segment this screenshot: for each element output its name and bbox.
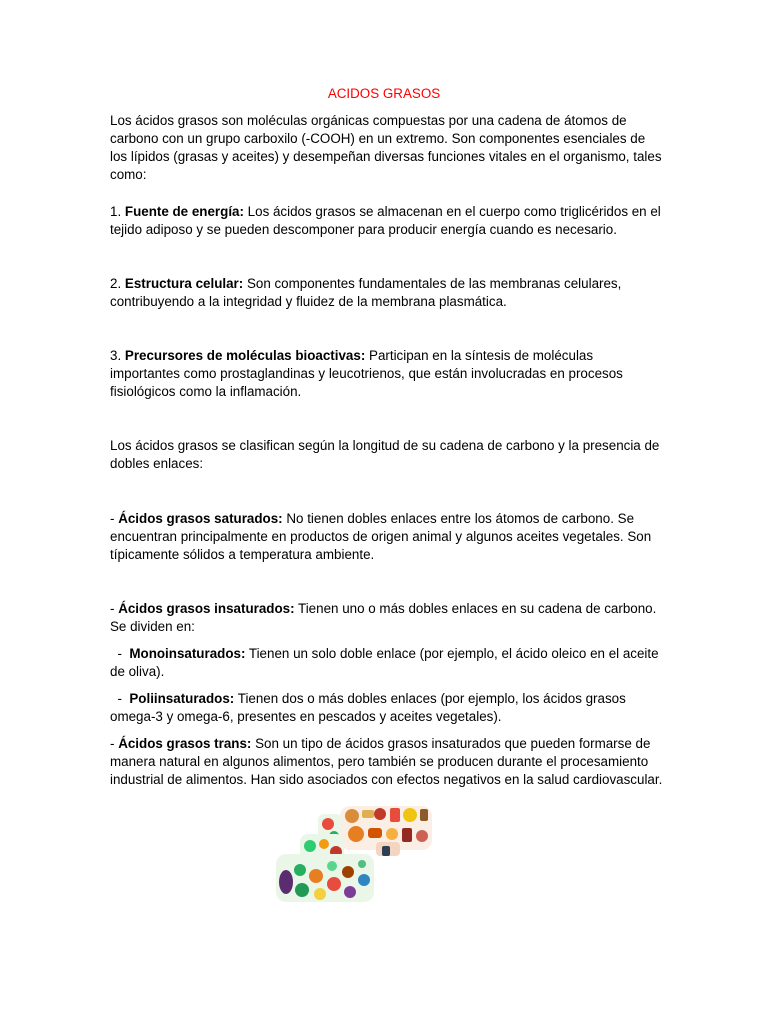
item-bullet: - <box>110 691 130 706</box>
item-term: Fuente de energía: <box>124 204 244 219</box>
item-bullet: - <box>110 646 130 661</box>
type-item-unsaturated <box>110 600 665 636</box>
item-number: 1. <box>110 204 125 219</box>
item-text: Los ácidos grasos se almacenan en el cuerpo como triglicéridos en el tejido adiposo y se pueden descomponer para producir energía cuando es necesario. <box>110 204 661 237</box>
function-item-structure <box>110 275 665 311</box>
function-item-precursors <box>110 347 665 401</box>
type-item-trans <box>110 735 665 789</box>
item-term: Ácidos grasos trans: <box>118 736 252 751</box>
type-item-mono <box>110 645 665 681</box>
type-item-saturated <box>110 510 665 564</box>
item-term: Estructura celular: <box>124 276 244 291</box>
item-term: Ácidos grasos insaturados: <box>118 601 295 616</box>
item-text: Tienen un solo doble enlace (por ejemplo, el ácido oleico en el aceite de oliva). <box>110 646 663 679</box>
item-text: Son un tipo de ácidos grasos insaturados que pueden formarse de manera natural en algunos alimentos, pero también se producen durante el procesamiento industrial de alimentos. Han sido asociados con efectos negativos en la salud cardiovascular. <box>110 736 663 787</box>
item-term: Precursores de moléculas bioactivas: <box>124 348 366 363</box>
function-item-energy <box>110 203 665 239</box>
page-title: ACIDOS GRASOS <box>327 86 441 101</box>
intro-paragraph: Los ácidos grasos son moléculas orgánicas compuestas por una cadena de átomos de carbono con un grupo carboxilo (-COOH) en un extremo. Son componentes esenciales de los lípidos (grasas y aceites) y desempeñan diversas funciones vitales en el organismo, tales como: <box>110 113 662 182</box>
food-collage-image <box>270 800 438 906</box>
junk-food-cluster <box>340 806 432 856</box>
item-text: Tienen uno o más dobles enlaces en su cadena de carbono. Se dividen en: <box>110 601 657 634</box>
item-text: Participan en la síntesis de moléculas importantes como prostaglandinas y leucotrienos, que están involucradas en procesos fisiológicos como la inflamación. <box>110 348 623 399</box>
item-bullet: - <box>110 601 119 616</box>
item-text: No tienen dobles enlaces entre los átomos de carbono. Se encuentran principalmente en productos de origen animal y algunos aceites vegetales. Son típicamente sólidos a temperatura ambiente. <box>110 511 652 562</box>
item-number: 2. <box>110 276 125 291</box>
item-bullet: - <box>110 736 119 751</box>
item-text: Son componentes fundamentales de las membranas celulares, contribuyendo a la integridad y fluidez de la membrana plasmática. <box>110 276 622 309</box>
item-term: Poliinsaturados: <box>129 691 235 706</box>
item-term: Ácidos grasos saturados: <box>118 511 283 526</box>
item-bullet: - <box>110 511 119 526</box>
type-item-poly <box>110 690 665 726</box>
classification-paragraph: Los ácidos grasos se clasifican según la longitud de su cadena de carbono y la presencia de dobles enlaces: <box>110 438 660 471</box>
item-term: Monoinsaturados: <box>129 646 246 661</box>
item-number: 3. <box>110 348 125 363</box>
item-text: Tienen dos o más dobles enlaces (por ejemplo, los ácidos grasos omega-3 y omega-6, presentes en pescados y aceites vegetales). <box>110 691 630 724</box>
